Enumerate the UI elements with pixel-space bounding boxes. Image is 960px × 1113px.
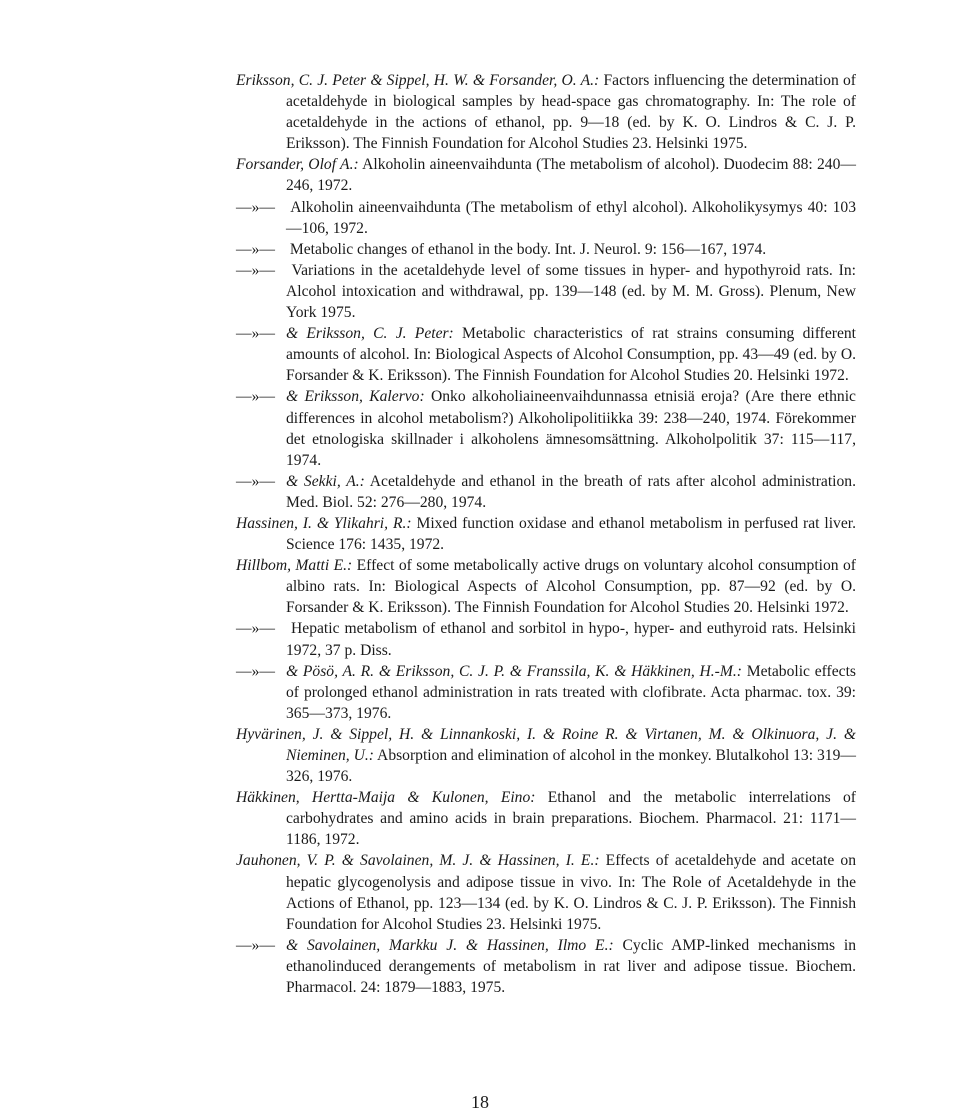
reference-text: Cyclic AMP-linked mechanisms in ethanolinduced derangements of metabolism in rat liver and adipose tissue. Biochem. Pharmacol. 24: 1879—1883, 1975. xyxy=(286,936,856,997)
reference-entry xyxy=(236,323,856,386)
reference-entry xyxy=(236,154,856,196)
ditto-dash: —»— xyxy=(236,472,275,490)
reference-text: Onko alkoholiaineenvaihdunnassa etnisiä eroja? (Are there ethnic differences in alcohol metabolism?) Alkoholipolitiikka 39: 238—240, 1974. Förekommer det etnologiska skillnader i alkoholens ämnesomsättning. Alkoholpolitik 37: 115—117, 1974. xyxy=(286,388,856,469)
reference-text: Mixed function oxidase and ethanol metabolism in perfused rat liver. Science 176: 1435, 1972. xyxy=(286,514,856,554)
reference-authors: & Eriksson, Kalervo: xyxy=(286,388,425,406)
reference-entry xyxy=(236,386,856,470)
ditto-dash: —»— xyxy=(236,240,275,258)
reference-text: Acetaldehyde and ethanol in the breath of rats after alcohol administration. Med. Biol. 52: 276—280, 1974. xyxy=(286,472,856,511)
ditto-dash: —»— xyxy=(236,936,275,954)
reference-authors: Jauhonen, V. P. & Savolainen, M. J. & Hassinen, I. E.: xyxy=(236,852,600,870)
reference-authors: Hillbom, Matti E.: xyxy=(236,557,353,575)
ditto-dash: —»— xyxy=(236,620,275,638)
ditto-dash: —»— xyxy=(236,198,275,216)
reference-entry xyxy=(236,471,856,513)
reference-entry xyxy=(236,513,856,555)
reference-text: Variations in the acetaldehyde level of some tissues in hyper- and hypothyroid rats. In: Alcohol intoxication and withdrawal, pp. 139—148 (ed. by M. M. Gross). Plenum, New York 1975. xyxy=(286,261,856,322)
reference-authors: Eriksson, C. J. Peter & Sippel, H. W. & Forsander, O. A.: xyxy=(236,72,600,89)
reference-text: Metabolic effects of prolonged ethanol administration in rats treated with clofibrate. Acta pharmac. tox. 39: 365—373, 1976. xyxy=(286,662,856,722)
reference-text: Effects of acetaldehyde and acetate on hepatic glycogenolysis and adipose tissue in vivo. In: The Role of Acetaldehyde in the Actions of Ethanol, pp. 123—134 (ed. by K. O. Lindros & C. J. P. Eriksson). The Finnish Foundation for Alcohol Studies 23. Helsinki 1975. xyxy=(286,852,857,933)
reference-text: Metabolic characteristics of rat strains consuming different amounts of alcohol. In: Biological Aspects of Alcohol Consumption, pp. 43—49 (ed. by O. Forsander & K. Eriksson). The Finnish Foundation for Alcohol Studies 20. Helsinki 1972. xyxy=(286,325,857,385)
ditto-dash: —»— xyxy=(236,261,275,279)
reference-authors: Häkkinen, Hertta-Maija & Kulonen, Eino: xyxy=(236,789,536,807)
reference-authors: Hassinen, I. & Ylikahri, R.: xyxy=(236,514,412,532)
reference-entry xyxy=(236,787,856,850)
reference-text: Ethanol and the metabolic interrelations of carbohydrates and amino acids in brain preparations. Biochem. Pharmacol. 21: 1171—1186, 1972. xyxy=(286,789,856,849)
reference-entry xyxy=(236,724,856,787)
reference-entry xyxy=(236,197,856,239)
ditto-dash: —»— xyxy=(236,662,275,680)
reference-entry xyxy=(236,239,856,260)
reference-entry xyxy=(236,850,856,934)
reference-authors: & Eriksson, C. J. Peter: xyxy=(286,325,454,343)
reference-authors: & Sekki, A.: xyxy=(286,472,365,490)
page-number: 18 xyxy=(471,1092,489,1112)
reference-text: Factors influencing the determination of acetaldehyde in biological samples by head-space gas chromatography. In: The role of acetaldehyde in the actions of ethanol, pp. 9—18 (ed. by K. O. Lindros & C. J. P. Eriksson). The Finnish Foundation for Alcohol Studies 23. Helsinki 1975. xyxy=(286,72,856,153)
reference-authors: Forsander, Olof A.: xyxy=(236,156,359,174)
reference-text: Absorption and elimination of alcohol in the monkey. Blutalkohol 13: 319—326, 1976. xyxy=(286,747,856,786)
reference-text: Effect of some metabolically active drugs on voluntary alcohol consumption of albino rats. In: Biological Aspects of Alcohol Consumption, pp. 87—92 (ed. by O. Forsander & K. Eriksson). The Finnish Foundation for Alcohol Studies 20. Helsinki 1972. xyxy=(286,557,856,617)
reference-authors: & Savolainen, Markku J. & Hassinen, Ilmo E.: xyxy=(286,936,614,954)
reference-text: Alkoholin aineenvaihdunta (The metabolism of alcohol). Duodecim 88: 240—246, 1972. xyxy=(286,156,856,195)
reference-authors: & Pösö, A. R. & Eriksson, C. J. P. & Franssila, K. & Häkkinen, H.-M.: xyxy=(286,662,742,680)
reference-text: Alkoholin aineenvaihdunta (The metabolism of ethyl alcohol). Alkoholikysymys 40: 103—106, 1972. xyxy=(286,198,856,237)
reference-entry xyxy=(236,618,856,660)
reference-list xyxy=(236,70,856,998)
reference-entry xyxy=(236,260,856,323)
reference-entry xyxy=(236,935,856,998)
reference-text: Metabolic changes of ethanol in the body. Int. J. Neurol. 9: 156—167, 1974. xyxy=(286,240,767,258)
reference-entry xyxy=(236,555,856,618)
ditto-dash: —»— xyxy=(236,388,275,406)
reference-entry xyxy=(236,70,856,154)
ditto-dash: —»— xyxy=(236,325,275,343)
reference-authors: Hyvärinen, J. & Sippel, H. & Linnankoski, I. & Roine R. & Virtanen, M. & Olkinuora, J. & Nieminen, U.: xyxy=(236,725,856,764)
reference-entry xyxy=(236,661,856,724)
reference-text: Hepatic metabolism of ethanol and sorbitol in hypo-, hyper- and euthyroid rats. Helsinki 1972, 37 p. Diss. xyxy=(286,620,856,659)
